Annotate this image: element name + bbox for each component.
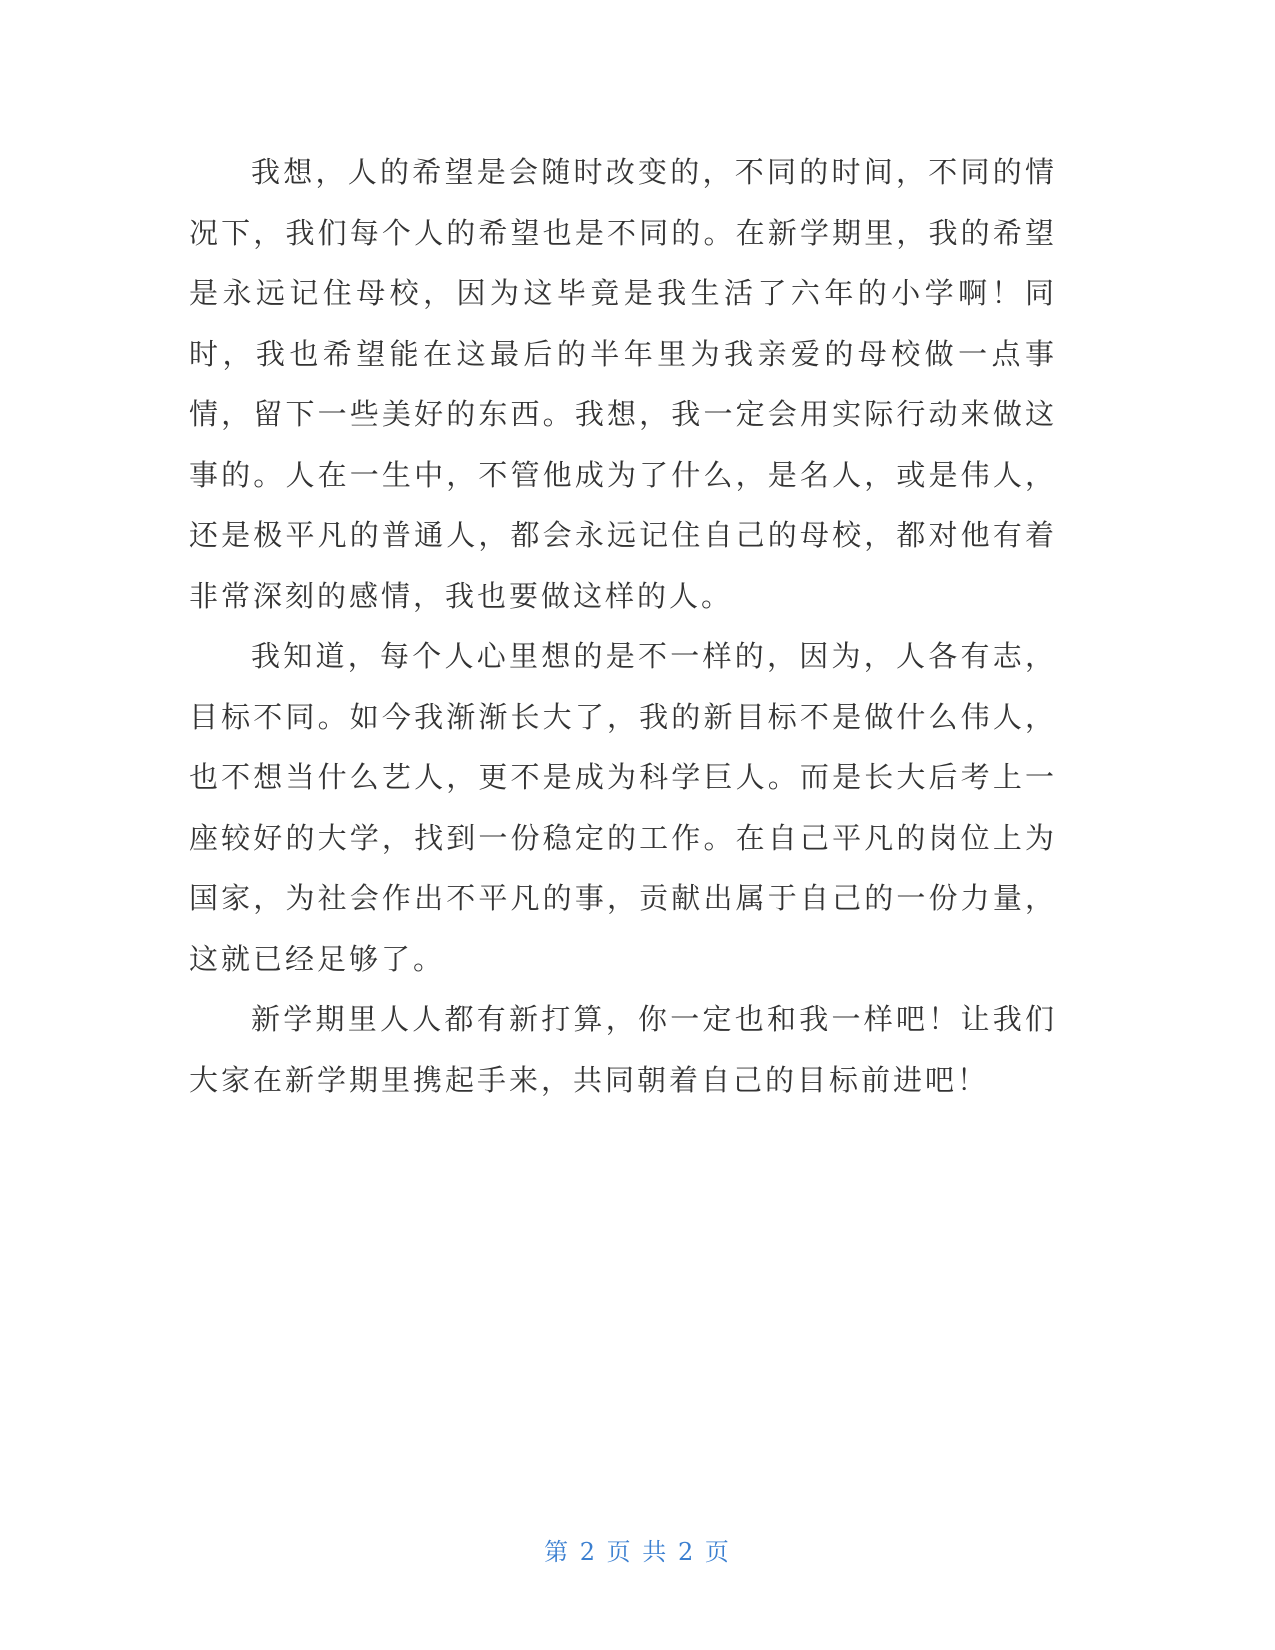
document-body xyxy=(189,142,1057,1110)
paragraph-3: 新学期里人人都有新打算，你一定也和我一样吧！让我们大家在新学期里携起手来，共同朝着自己的目标前进吧！ xyxy=(189,1002,1057,1097)
page-number-label: 第 2 页 共 2 页 xyxy=(544,1538,731,1566)
paragraph-1: 我想，人的希望是会随时改变的，不同的时间，不同的情况下，我们每个人的希望也是不同的。在新学期里，我的希望是永远记住母校，因为这毕竟是我生活了六年的小学啊！同时，我也希望能在这最后的半年里为我亲爱的母校做一点事情，留下一些美好的东西。我想，我一定会用实际行动来做这事的。人在一生中，不管他成为了什么，是名人，或是伟人，还是极平凡的普通人，都会永远记住自己的母校，都对他有着非常深刻的感情，我也要做这样的人。 xyxy=(189,155,1057,613)
paragraph-2: 我知道，每个人心里想的是不一样的，因为，人各有志，目标不同。如今我渐渐长大了，我的新目标不是做什么伟人，也不想当什么艺人，更不是成为科学巨人。而是长大后考上一座较好的大学，找到一份稳定的工作。在自己平凡的岗位上为国家，为社会作出不平凡的事，贡献出属于自己的一份力量，这就已经足够了。 xyxy=(189,639,1057,976)
page-footer xyxy=(0,1532,1275,1567)
